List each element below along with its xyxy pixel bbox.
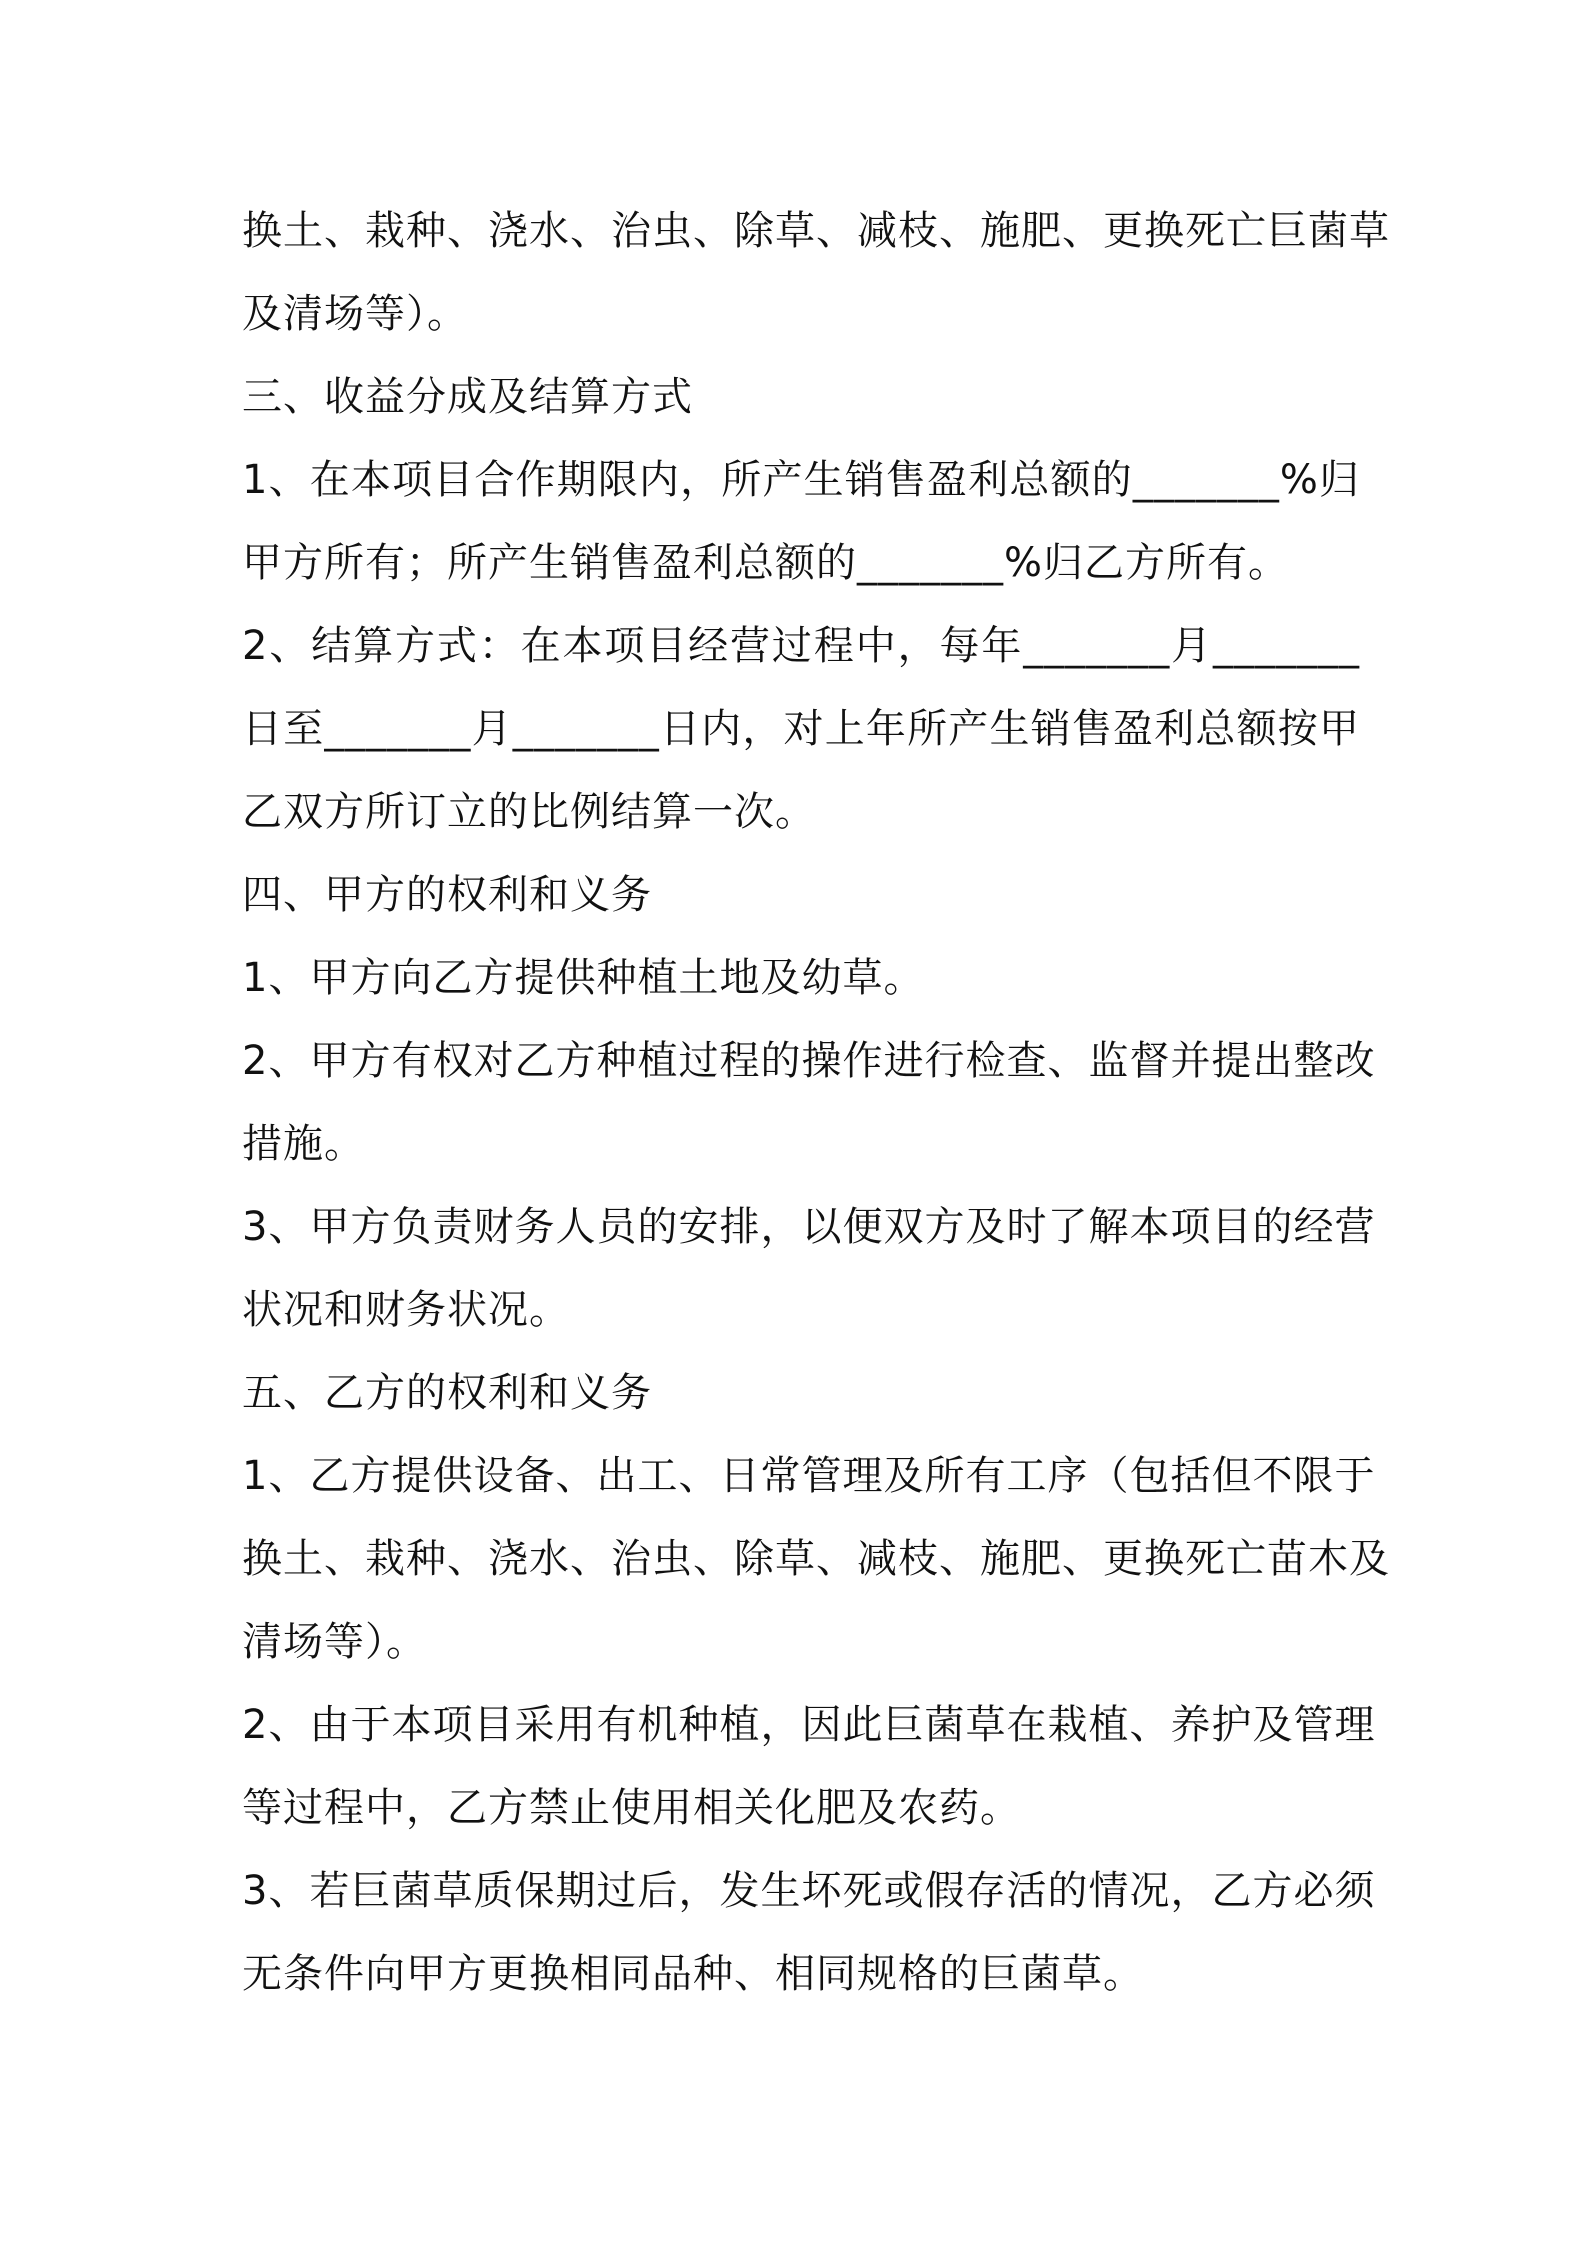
text-line: 1、在本项目合作期限内，所产生销售盈利总额的_______%归 (242, 457, 1360, 503)
text-line: 3、甲方负责财务人员的安排，以便双方及时了解本项目的经营 (242, 1204, 1376, 1250)
text-line: 状况和财务状况。 (242, 1287, 570, 1333)
text-line: 1、甲方向乙方提供种植土地及幼草。 (242, 955, 925, 1001)
section-heading: 四、甲方的权利和义务 (242, 872, 652, 918)
text-line: 换土、栽种、浇水、治虫、除草、减枝、施肥、更换死亡巨菌草 (242, 208, 1390, 254)
text-line: 等过程中，乙方禁止使用相关化肥及农药。 (242, 1785, 1021, 1831)
section-heading: 三、收益分成及结算方式 (242, 374, 693, 420)
text-line: 清场等）。 (242, 1619, 427, 1665)
text-line: 2、由于本项目采用有机种植，因此巨菌草在栽植、养护及管理 (242, 1702, 1376, 1748)
text-line: 1、乙方提供设备、出工、日常管理及所有工序（包括但不限于 (242, 1453, 1376, 1499)
text-line: 乙双方所订立的比例结算一次。 (242, 789, 816, 835)
section-heading: 五、乙方的权利和义务 (242, 1370, 652, 1416)
text-line: 措施。 (242, 1121, 365, 1167)
text-line: 换土、栽种、浇水、治虫、除草、减枝、施肥、更换死亡苗木及 (242, 1536, 1390, 1582)
text-line: 2、结算方式：在本项目经营过程中，每年_______月_______ (242, 623, 1360, 669)
text-line: 3、若巨菌草质保期过后，发生坏死或假存活的情况，乙方必须 (242, 1868, 1376, 1914)
text-line: 2、甲方有权对乙方种植过程的操作进行检查、监督并提出整改 (242, 1038, 1376, 1084)
text-line: 日至_______月_______日内，对上年所产生销售盈利总额按甲 (242, 706, 1360, 752)
text-line: 甲方所有；所产生销售盈利总额的_______%归乙方所有。 (242, 540, 1290, 586)
document-body (242, 190, 1390, 2016)
text-line: 无条件向甲方更换相同品种、相同规格的巨菌草。 (242, 1951, 1144, 1997)
text-line: 及清场等）。 (242, 291, 468, 337)
